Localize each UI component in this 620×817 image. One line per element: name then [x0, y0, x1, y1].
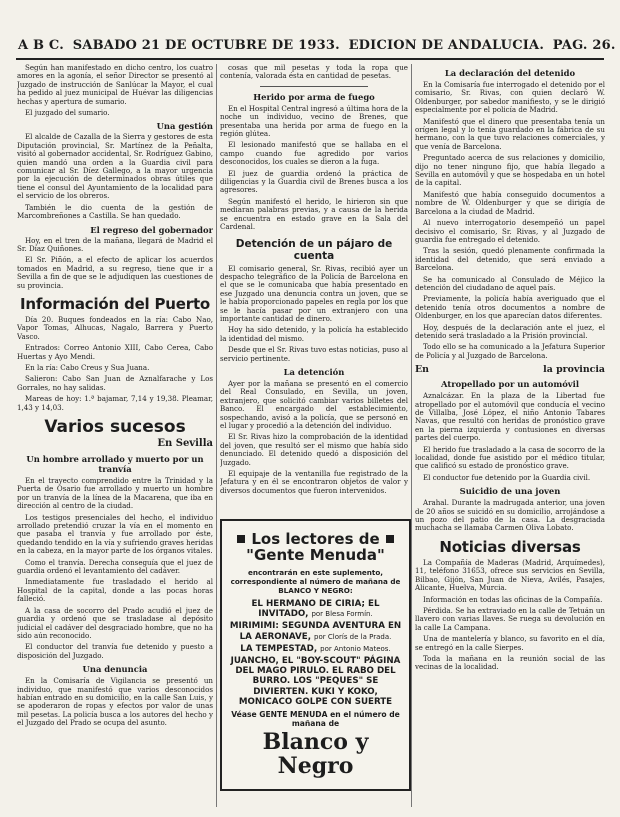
paragraph: En la ría: Cabo Creus y Sua Juana.	[25, 362, 150, 372]
ad-item	[228, 644, 403, 654]
section-title-gestion: Una gestión	[156, 121, 213, 132]
ad-title-line-2: "Gente Menuda"	[246, 546, 385, 564]
page-header	[16, 38, 616, 56]
provincia-right: la provincia	[543, 364, 605, 376]
column-divider	[216, 64, 217, 807]
paragraph: El juzgado del sumario.	[25, 108, 110, 118]
paragraph: El conductor del tranvía fue detenido y puesto a disposición del Juzgado.	[17, 642, 213, 660]
column-divider	[411, 64, 412, 807]
paragraph: Hoy, después de la declaración ante el juez, el detenido será trasladado a la Prisión provincial.	[415, 322, 605, 340]
paragraph: Manifestó que el dinero que presentaba tenía un orígen legal y lo tenía guardado en la fábrica de su hermano, con la que tuvo relaciones comerciales, y que venía de Barcelona.	[415, 116, 605, 151]
paragraph: Pérdida. Se ha extraviado en la calle de Tetuán un llavero con varias llaves. Se ruega su devolución en la calle La Campana.	[415, 605, 605, 632]
paragraph: El equipaje de la ventanilla fue registrado de la Jefatura y en él se encontraron objetos de valor y diversos documentos que fueron intervenidos.	[220, 469, 408, 495]
paragraph: En el trayecto comprendido entre la Trinidad y la Puerta de Osario fue arrollado y muerto un hombre por un tranvía de la línea de la Macarena, que iba en dirección al centro de la ciudad.	[17, 476, 213, 511]
publication-name: A B C.	[18, 38, 64, 53]
paragraph: En la Comisaría fue interrogado el detenido por el comisario, Sr. Rivas, con quien declaró W. Oldenburger, por sabedor manifiesto, y se le dirigió especialmente por el policía de Madrid.	[415, 80, 605, 115]
publication-date: SABADO 21 DE OCTUBRE DE 1933.	[72, 38, 340, 53]
column-3	[415, 64, 605, 807]
paragraph: Información en todas las oficinas de la Compañía.	[423, 594, 603, 604]
gente-menuda-advertisement	[220, 519, 411, 791]
column-2	[220, 64, 408, 512]
paragraph: Todo ello se ha comunicado a la Jefatura Superior de Policía y al Juzgado de Barcelona.	[415, 342, 605, 360]
section-title-arrollado: Un hombre arrollado y muerto por un tranvía	[26, 454, 204, 474]
ad-item-title: LA TEMPESTAD,	[240, 643, 318, 654]
square-bullet-icon	[237, 535, 245, 543]
ad-item-byline: por Blesa Formín.	[311, 610, 373, 619]
square-bullet-icon	[386, 535, 394, 543]
ad-title-line-1: Los lectores de	[251, 530, 380, 548]
paragraph: Arahal. Durante la madrugada anterior, una joven de 20 años se suicidó en su domicilio, arrojándose a un pozo del patio de la casa. La desgraciada muchacha se llamaba Carmen Oliva Lobato.	[415, 498, 605, 533]
paragraph: El Sr. Rivas hizo la comprobación de la identidad del joven, que resultó ser el mismo que había sido denunciado. El detenido quedó a disposición del Juzgado.	[220, 432, 408, 467]
paragraph: Preguntado acerca de sus relaciones y domicilio, dijo no tener ninguno fijo, que había llegado a Sevilla en automóvil y que se hospedaba en un hotel de la capital.	[415, 153, 605, 188]
paragraph: El Sr. Piñón, a el efecto de aplicar los acuerdos tomados en Madrid, a su regreso, tiene que ir a Sevilla a fin de que se le adjudiquen las cuestiones de su provincia.	[17, 255, 213, 290]
section-title-declaracion: La declaración del detenido	[444, 68, 576, 78]
header-rule	[16, 58, 604, 60]
paragraph: El conductor fue detenido por la Guardia civil.	[423, 472, 591, 482]
section-title-atropellado: Atropellado por un automóvil	[440, 379, 580, 390]
paragraph: cosas que mil pesetas y toda la ropa que contenía, valorada ésta en cantidad de pesetas.	[220, 64, 408, 81]
paragraph: La Compañía de Maderas (Madrid, Arquímedes), 11, teléfono 31653, ofrece sus servicios en Sevilla, Bilbao, Gijón, San Juan de Nieva, Avilés, Pasajes, Alicante, Huelva, Murcia.	[415, 557, 605, 593]
paragraph: Aznalcázar. En la plaza de la Libertad fue atropellado por el automóvil que conducía el vecino de Villalba, José López, el niño Antonio Tabares Navas, que resultó con heridas de pronóstico grave en la pierna izquierda y contusiones en diversas partes del cuerpo.	[415, 391, 605, 443]
section-title-provincia	[415, 364, 605, 375]
paragraph: Día 20. Buques fondeados en la ría: Cabo Nao, Vapor Tomas, Alhucas, Nagalo, Barrera y Puerto Vasco.	[17, 314, 213, 341]
paragraph: Inmediatamente fue trasladado el herido al Hospital de la capital, donde a las pocas horas falleció.	[17, 577, 213, 604]
paragraph: Hoy ha sido detenido, y la policía ha establecido la identidad del mismo.	[220, 325, 408, 343]
section-title-denuncia: Una denuncia	[82, 664, 148, 675]
paragraph: Se ha comunicado al Consulado de Méjico la detención del ciudadano de aquel país.	[415, 274, 605, 292]
paragraph: Según manifestó el herido, le hirieron sin que mediaran palabras previas, y a causa de la herida se encuentra en estado grave en la Sala del Cardenal.	[220, 196, 408, 232]
page-number: PAG. 26.	[552, 38, 616, 53]
column-1	[17, 64, 213, 807]
paragraph: El lesionado manifestó que se hallaba en el campo cuando fue agredido por varios desconocidos, los cuales se dieron a la fuga.	[220, 140, 408, 167]
paragraph: En el Hospital Central ingresó a última hora de la noche un individuo, vecino de Brenes, que presentaba una herida por arma de fuego en la región glútea.	[220, 103, 408, 139]
blanco-y-negro-logo: Blanco y Negro	[262, 729, 369, 780]
paragraph: Hoy, en el tren de la mañana, llegará de Madrid el Sr. Díaz Quiñones.	[17, 235, 213, 253]
ad-item	[228, 599, 403, 619]
section-title-herido: Herido por arma de fuego	[253, 91, 375, 102]
paragraph: A la casa de socorro del Prado acudió el juez de guardia y ordenó que se trasladase al depósito judicial el cadáver del desgraciado hombre, que no ha sido aún reconocido.	[17, 605, 213, 640]
paragraph: También le dio cuenta de la gestión de Marcombreñones a Castilla. Se han quedado.	[17, 202, 213, 221]
section-title-detencion: La detención	[283, 366, 345, 377]
edition-name: EDICION DE ANDALUCIA.	[348, 38, 545, 53]
ad-item	[228, 621, 403, 641]
section-title-regreso: El regreso del gobernador	[90, 224, 213, 235]
ad-item-title: JUANCHO, EL "BOY-SCOUT" PÁGINA DEL MAGO PIRULO. EL RABO DEL BURRO. LOS "PEQUES" SE DIVIERTEN. KUKI Y KOKO, MONICACO GOLPE CON SUERTE	[230, 656, 401, 707]
paragraph: Ayer por la mañana se presentó en el comercio del Real Consulado, en Sevilla, un joven, extranjero, que solicitó cambiar varios billetes del Banco. El encargado del establecimiento, sospechando, avisó a la policía, que se personó en el lugar y procedió a la detención del individuo.	[220, 378, 408, 430]
paragraph: Tras la sesión, quedó plenamente confirmada la identidad del detenido, que será enviado a Barcelona.	[415, 246, 605, 273]
paragraph: Según han manifestado en dicho centro, los cuatro amores en la agonía, el señor Director se presentó al Juzgado de instrucción de Sanlúcar la Mayor, el cual ha pedido al juez municipal de Huévar las diligencias hechas y apertura de sumario.	[17, 64, 213, 106]
ad-item	[228, 656, 403, 707]
paragraph: El herido fue trasladado a la casa de socorro de la localidad, donde fue asistido por el médico titular, que calificó su estado de pronóstico grave.	[415, 444, 605, 471]
paragraph: El alcalde de Cazalla de la Sierra y gestores de esta Diputación provincial, Sr. Martínez de la Peñalta, visitó al gobernador accidental, Sr. Rodríguez Gabino, quien mandó una orden a la Guardia civil para comunicar al Sr. Díez Gallego, a la mayor urgencia por la ejecución de determinados obras útiles que tiene el consul del Ayuntamiento de la localidad para el servicio de los obreros.	[17, 132, 213, 201]
ad-item-title: EL HERMANO DE CIRIA; EL INVITADO,	[251, 599, 380, 620]
section-subtitle-sevilla: En Sevilla	[157, 438, 213, 449]
ad-item-byline: por Clorís de la Prada.	[314, 632, 392, 641]
ad-item-byline: por Antonio Mateos.	[320, 644, 391, 653]
ad-intro: encontrarán en este suplemento, correspondiente al número de mañana de BLANCO Y NEGRO:	[230, 568, 401, 595]
section-title-noticias: Noticias diversas	[439, 537, 581, 556]
paragraph: Desde que el Sr. Rivas tuvo estas noticias, puso al servicio pertinente.	[220, 345, 408, 363]
ad-footer: Véase GENTE MENUDA en el número de mañana de	[231, 710, 400, 729]
paragraph: Toda la mañana en la reunión social de las vecinas de la localidad.	[415, 653, 605, 672]
paragraph: El juez de guardia ordenó la práctica de diligencias y la Guardia civil de Brenes busca a los agresores.	[220, 168, 408, 195]
paragraph: Salieron: Cabo San Juan de Aznalfarache y Los Gorrales, no hay salidas.	[17, 374, 213, 392]
paragraph: El comisario general, Sr. Rivas, recibió ayer un despacho telegráfico de la Policía de Barcelona en el que se le comunicaba que había presentado en ese Juzgado una denuncia contra un joven, que se le había proporcionado papeles en regla por los que se le hacía pasar por un extranjero con una importante cantidad de dinero.	[220, 263, 408, 323]
paragraph: Los testigos presenciales del hecho, el individuo arrollado pretendió cruzar la vía en el momento en que pasaba el tranvía y fue arrollado por éste, quedando tendido en la vía y sufriendo graves heridas en la cabeza, en la mayor parte de los órganos vitales.	[17, 512, 213, 556]
paragraph: Una de mantelería y blanco, su favorito en el día, se entregó en la calle Sierpes.	[415, 634, 605, 652]
provincia-left: En	[415, 364, 429, 376]
paragraph: Al nuevo interrogatorio desempeñó un papel decisivo el comisario, Sr. Rivas, y al Juzgado de guardia fue entregado el detenido.	[415, 218, 605, 244]
separator	[260, 86, 368, 87]
paragraph: Como el tranvía. Derecha conseguía que el juez de guardia ordenó el levantamiento del cadáver.	[17, 557, 213, 576]
paragraph: Entrados: Correo Antonio XIII, Cabo Cerea, Cabo Huertas y Ayo Mendi.	[17, 343, 213, 361]
paragraph: En la Comisaría de Vigilancia se presentó un individuo, que manifestó que varios desconocidos habían entrado en su domicilio, en la calle San Luis, y se apoderaron de ropas y efectos por valor de unas mil pesetas. La policía busca a los autores del hecho y el Juzgado del Prado se ocupa del asunto.	[17, 676, 213, 728]
section-title-puerto: Información del Puerto	[19, 294, 211, 313]
ad-title-row	[222, 531, 409, 547]
paragraph: Manifestó que había conseguido documentos a nombre de W. Oldenburger y que se dirigía de Barcelona a la ciudad de Madrid.	[415, 189, 605, 216]
section-title-suicidio: Suicidio de una joven	[459, 486, 561, 497]
section-title-detencion-pajaro: Detención de un pájaro de cuenta	[235, 237, 393, 262]
section-title-varios: Varios sucesos	[44, 417, 186, 437]
paragraph: Previamente, la policía había averiguado que el detenido tenía otros documentos a nombre de Oldenburger, en los que aparecían datos diferentes.	[415, 294, 605, 321]
paragraph: Mareas de hoy: 1.ª bajamar, 7,14 y 19,38. Pleamar, 1,43 y 14,03.	[17, 394, 213, 412]
ad-item-title: MIRIMIMI: SEGUNDA AVENTURA EN LA AERONAVE,	[229, 621, 402, 642]
